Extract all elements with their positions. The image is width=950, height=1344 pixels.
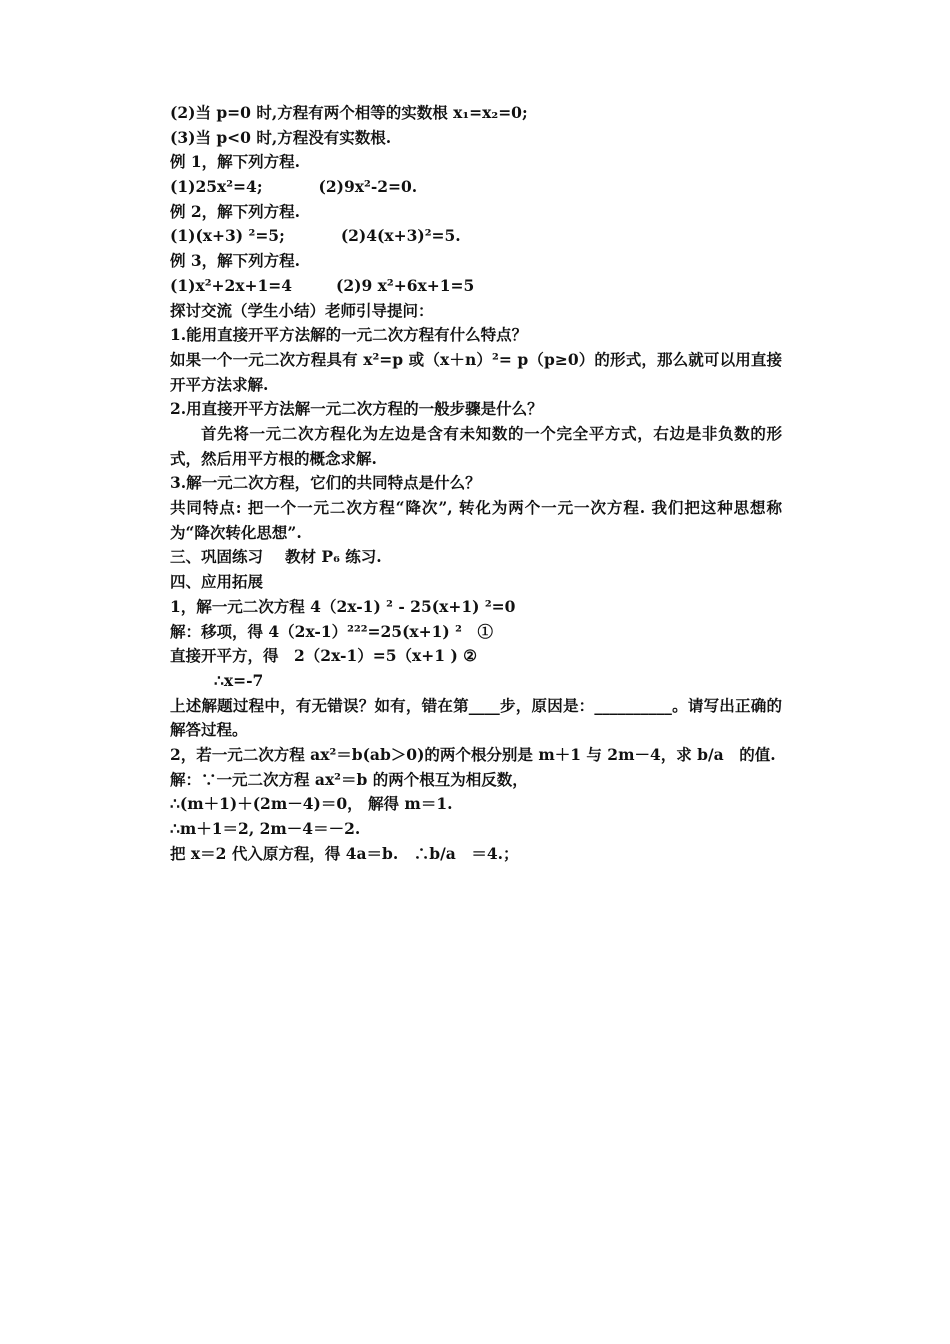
equation: (2)9 x²+6x+1=5 <box>336 275 475 295</box>
question-3: 3.解一元二次方程，它们的共同特点是什么？ <box>170 473 481 493</box>
equation: (1)25x²=4; <box>170 177 263 197</box>
example-2-equations <box>170 224 782 249</box>
answer-1: 如果一个一元二次方程具有 x²=p 或（x＋n）²= p（p≥0）的形式，那么就可以用直接开平方法求解. <box>170 349 782 394</box>
example-1-heading: 例 1，解下列方程. <box>170 152 301 172</box>
equation: (1)x²+2x+1=4 <box>170 275 293 295</box>
example-3-equations <box>170 274 782 299</box>
solution-result: ∴x=-7 <box>214 670 264 690</box>
example-2-heading: 例 2，解下列方程. <box>170 201 301 221</box>
equation: (1)(x+3) ²=5; <box>170 226 285 246</box>
section-note: 教材 P₆ 练习. <box>285 547 382 567</box>
section-3-heading <box>170 545 782 570</box>
text-line-p-zero: (2)当 p=0 时,方程有两个相等的实数根 x₁=x₂=0; <box>170 103 528 122</box>
section-4-heading: 四、应用拓展 <box>170 572 264 592</box>
answer-3: 共同特点: 把一个一元二次方程“降次”, 转化为两个一元一次方程. 我们把这种思想称为“降次转化思想”. <box>170 498 782 542</box>
solution-2-line-2: ∴(m＋1)＋(2m－4)＝0， 解得 m＝1. <box>170 794 453 814</box>
document-body <box>170 101 782 866</box>
question-1: 1.能用直接开平方法解的一元二次方程有什么特点？ <box>170 325 528 345</box>
discussion-heading: 探讨交流（学生小结）老师引导提问： <box>170 300 434 320</box>
solution-step-1: 解：移项，得 4（2x-1）²²²=25(x+1) ² ① <box>170 621 493 641</box>
question-2: 2.用直接开平方法解一元二次方程的一般步骤是什么？ <box>170 399 543 419</box>
solution-2-line-1: 解：∵一元二次方程 ax²＝b 的两个根互为相反数， <box>170 769 528 789</box>
example-3-heading: 例 3，解下列方程. <box>170 251 301 271</box>
solution-step-2: 直接开平方，得 2（2x-1）=5（x+1 ) ② <box>170 646 478 666</box>
answer-2: 首先将一元二次方程化为左边是含有未知数的一个完全平方式，右边是非负数的形式，然后用平方根的概念求解. <box>170 423 782 468</box>
section-title: 三、巩固练习 <box>170 547 264 567</box>
exercise-2: 2，若一元二次方程 ax²＝b(ab＞0)的两个根分别是 m＋1 与 2m－4，求 b/a 的值. <box>170 745 776 764</box>
solution-2-line-3: ∴m＋1＝2, 2m－4＝－2. <box>170 819 361 839</box>
exercise-1: 1，解一元二次方程 4（2x-1) ² - 25(x+1) ²=0 <box>170 596 516 616</box>
text-line-p-negative: (3)当 p<0 时,方程没有实数根. <box>170 127 392 147</box>
error-question: 上述解题过程中，有无错误？如有，错在第____步，原因是：__________。请写出正确的解答过程。 <box>170 695 782 740</box>
equation: (2)9x²-2=0. <box>318 177 418 197</box>
example-1-equations <box>170 175 782 200</box>
equation: (2)4(x+3)²=5. <box>340 226 461 246</box>
solution-2-line-4: 把 x＝2 代入原方程，得 4a＝b. ∴b/a ＝4.； <box>170 843 519 863</box>
